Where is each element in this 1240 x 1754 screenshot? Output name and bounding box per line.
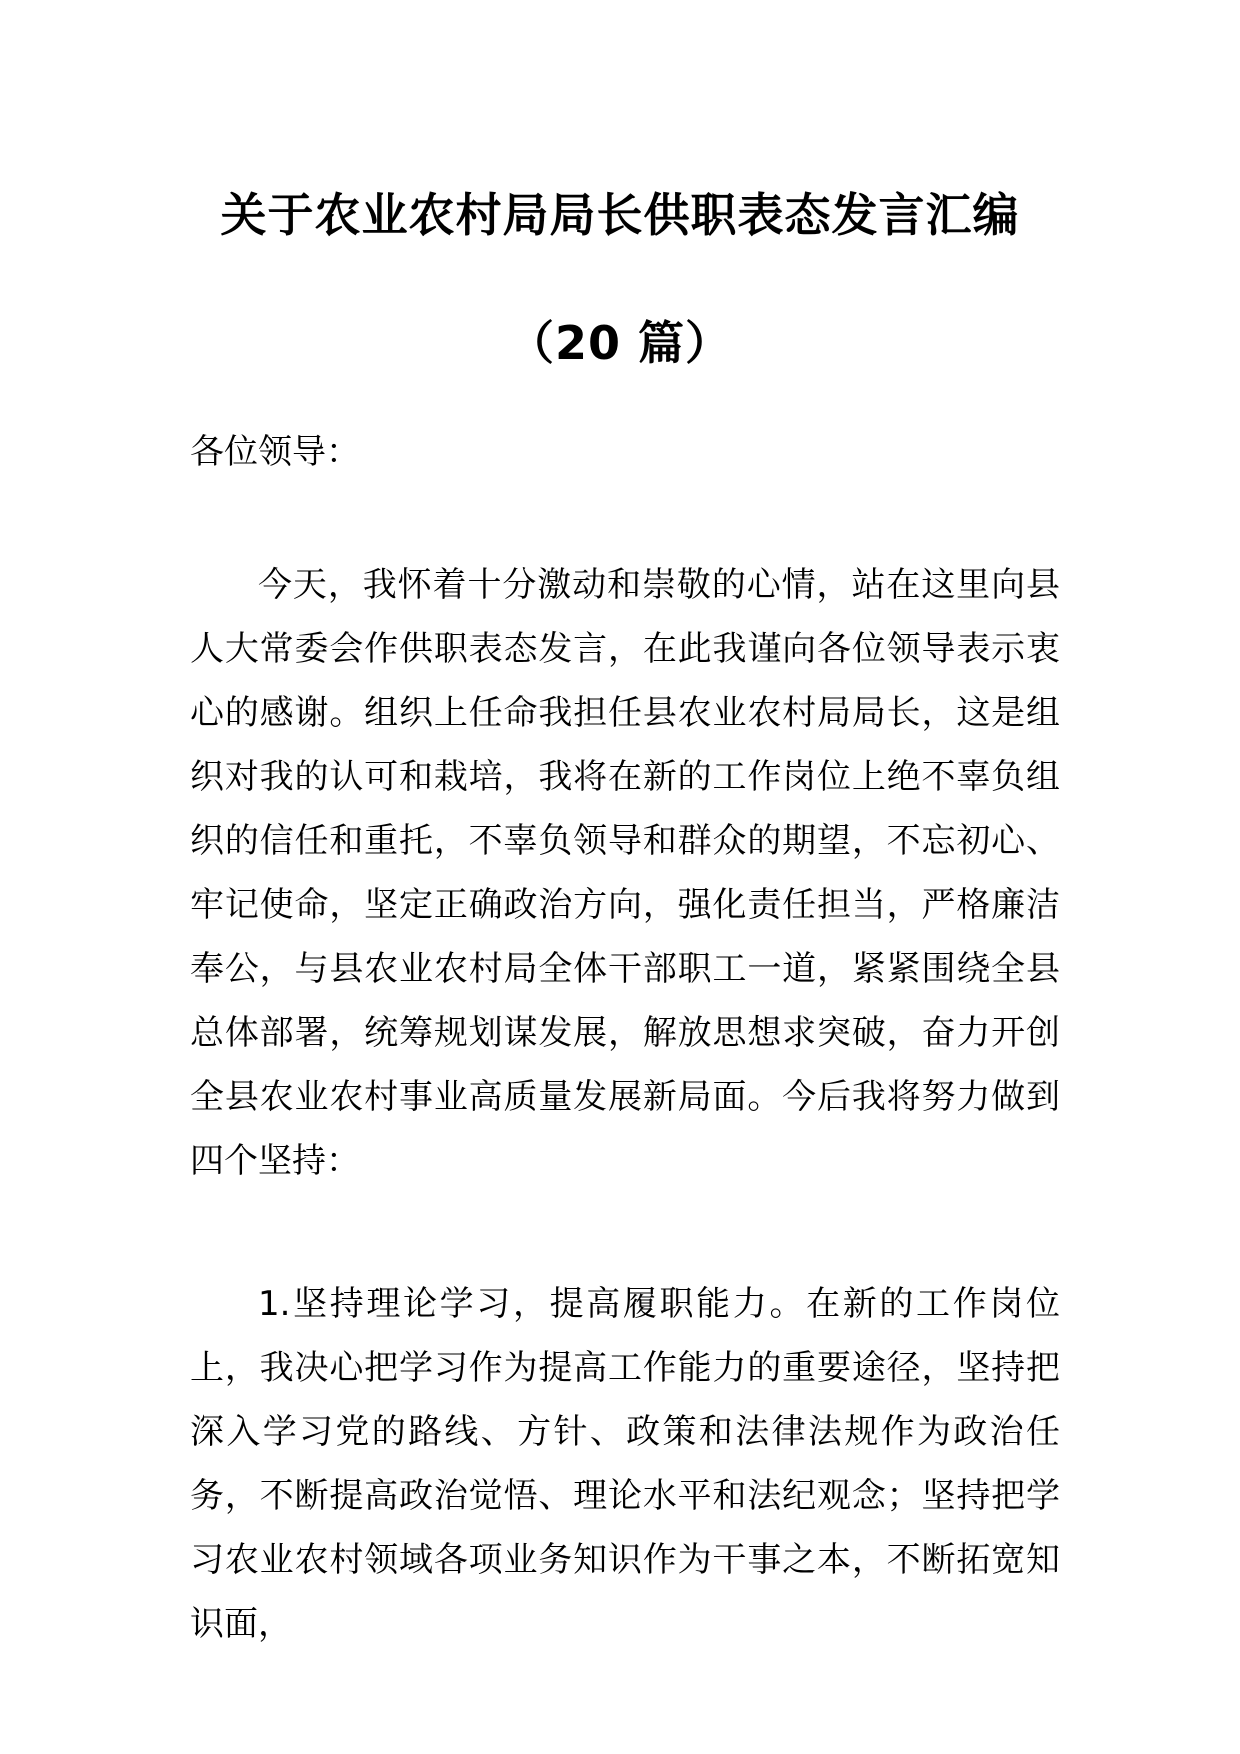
salutation: 各位领导：: [190, 432, 360, 472]
paragraph-intro: 今天，我怀着十分激动和崇敬的心情，站在这里向县人大常委会作供职表态发言，在此我谨向各位领导表示衷心的感谢。组织上任命我担任县农业农村局局长，这是组织对我的认可和栽培，我将在新的工作岗位上绝不辜负组织的信任和重托，不辜负领导和群众的期望，不忘初心、牢记使命，坚定正确政治方向，强化责任担当，严格廉洁奉公，与县农业农村局全体干部职工一道，紧紧围绕全县总体部署，统筹规划谋发展，解放思想求突破，奋力开创全县农业农村事业高质量发展新局面。今后我将努力做到四个坚持：: [190, 565, 1060, 1181]
document-title-line1: 关于农业农村局局长供职表态发言汇编: [220, 188, 1020, 242]
paragraph-point-1: 1.坚持理论学习，提高履职能力。在新的工作岗位上，我决心把学习作为提高工作能力的重要途径，坚持把深入学习党的路线、方针、政策和法律法规作为政治任务，不断提高政治觉悟、理论水平和法纪观念；坚持把学习农业农村领域各项业务知识作为干事之本，不断拓宽知识面，: [190, 1284, 1060, 1644]
document-title-line2: （20 篇）: [507, 316, 733, 370]
